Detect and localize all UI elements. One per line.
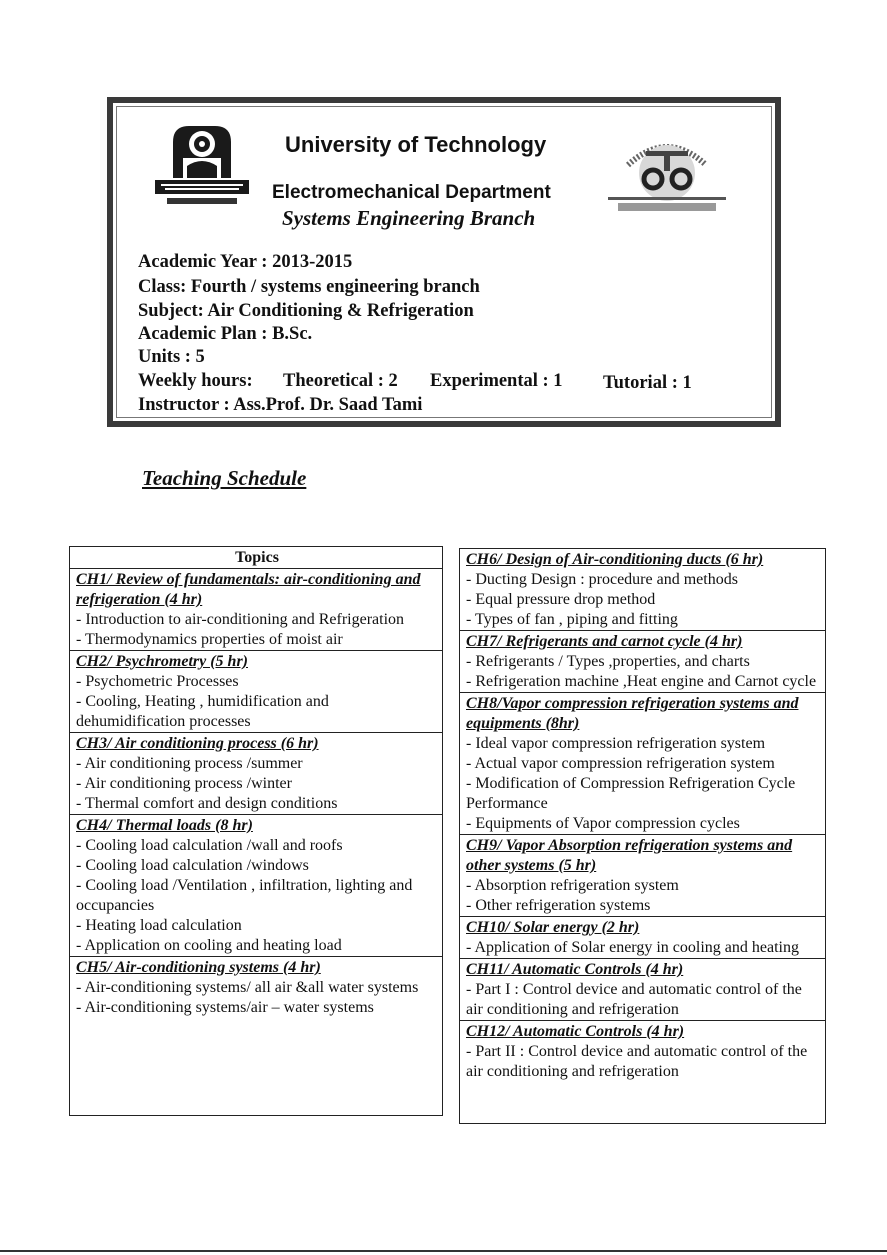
chapter-title: CH12/ Automatic Controls (4 hr) — [466, 1023, 685, 1040]
topic-item: - Equipments of Vapor compression cycles — [466, 815, 740, 832]
schedule-left-column — [69, 546, 443, 1116]
chapter-cell — [460, 549, 825, 630]
academic-year: Academic Year : 2013-2015 — [138, 252, 353, 272]
department-gear-logo-icon — [606, 135, 728, 215]
schedule-title: Teaching Schedule — [142, 466, 307, 490]
university-logo-icon — [153, 120, 251, 212]
chapter-title: CH6/ Design of Air-conditioning ducts (6 hr) — [466, 551, 764, 568]
chapter-title: CH7/ Refrigerants and carnot cycle (4 hr) — [466, 633, 743, 650]
chapter-cell — [460, 958, 825, 1020]
chapter-title: CH10/ Solar energy (2 hr) — [466, 919, 640, 936]
topic-item: - Thermal comfort and design conditions — [76, 795, 338, 812]
topic-item: - Application of Solar energy in cooling and heating — [466, 939, 799, 956]
chapter-title: CH1/ Review of fundamentals: air-conditioning and refrigeration (4 hr) — [76, 571, 421, 608]
topic-item: - Ideal vapor compression refrigeration system — [466, 735, 766, 752]
instructor-info: Instructor : Ass.Prof. Dr. Saad Tami — [138, 395, 423, 415]
topic-item: - Heating load calculation — [76, 917, 242, 934]
class-info: Class: Fourth / systems engineering branch — [138, 277, 480, 297]
topic-item: - Air-conditioning systems/air – water systems — [76, 999, 374, 1016]
chapter-cell — [70, 568, 442, 650]
chapter-title: CH3/ Air conditioning process (6 hr) — [76, 735, 319, 752]
experimental-hours: Experimental : 1 — [430, 371, 563, 391]
chapter-title: CH9/ Vapor Absorption refrigeration systems and other systems (5 hr) — [466, 837, 793, 874]
topic-item: - Ducting Design : procedure and methods — [466, 571, 738, 588]
topic-item: - Refrigerants / Types ,properties, and charts — [466, 653, 750, 670]
chapter-title: CH8/Vapor compression refrigeration systems and equipments (8hr) — [466, 695, 799, 732]
topic-item: - Other refrigeration systems — [466, 897, 651, 914]
academic-plan: Academic Plan : B.Sc. — [138, 324, 313, 344]
chapter-title: CH5/ Air-conditioning systems (4 hr) — [76, 959, 321, 976]
chapter-title: CH11/ Automatic Controls (4 hr) — [466, 961, 684, 978]
subject-info: Subject: Air Conditioning & Refrigeration — [138, 301, 474, 321]
topic-item: - Air conditioning process /summer — [76, 755, 303, 772]
theoretical-hours: Theoretical : 2 — [283, 371, 398, 391]
chapter-title: CH4/ Thermal loads (8 hr) — [76, 817, 253, 834]
topic-item: - Cooling load /Ventilation , infiltration, lighting and occupancies — [76, 877, 413, 914]
chapter-cell — [460, 692, 825, 834]
page-bottom-rule — [0, 1250, 887, 1252]
topic-item: - Cooling, Heating , humidification and dehumidification processes — [76, 693, 329, 730]
topics-header: Topics — [235, 549, 279, 566]
branch-name: Systems Engineering Branch — [282, 206, 536, 230]
topic-item: - Modification of Compression Refrigeration Cycle Performance — [466, 775, 796, 812]
topic-item: - Types of fan , piping and fitting — [466, 611, 678, 628]
topic-item: - Absorption refrigeration system — [466, 877, 679, 894]
chapter-cell — [70, 956, 442, 1018]
chapter-title: CH2/ Psychrometry (5 hr) — [76, 653, 248, 670]
topic-item: - Air-conditioning systems/ all air &all water systems — [76, 979, 419, 996]
topic-item: - Cooling load calculation /wall and roofs — [76, 837, 343, 854]
tutorial-hours: Tutorial : 1 — [603, 373, 692, 393]
topic-item: - Cooling load calculation /windows — [76, 857, 309, 874]
chapter-cell — [70, 732, 442, 814]
chapter-cell — [460, 630, 825, 692]
schedule-right-column — [459, 548, 826, 1124]
topic-item: - Thermodynamics properties of moist air — [76, 631, 343, 648]
chapter-cell — [460, 834, 825, 916]
weekly-hours-label: Weekly hours: — [138, 371, 253, 391]
university-name: University of Technology — [285, 132, 547, 157]
chapter-cell — [70, 650, 442, 732]
topic-item: - Equal pressure drop method — [466, 591, 656, 608]
topic-item: - Part I : Control device and automatic control of the air conditioning and refrigeration — [466, 981, 802, 1018]
topic-item: - Psychometric Processes — [76, 673, 239, 690]
topic-item: - Application on cooling and heating load — [76, 937, 342, 954]
units-info: Units : 5 — [138, 347, 205, 367]
chapter-cell — [460, 916, 825, 958]
department-name: Electromechanical Department — [272, 182, 551, 203]
topic-item: - Air conditioning process /winter — [76, 775, 292, 792]
chapter-cell — [70, 814, 442, 956]
chapter-cell — [460, 1020, 825, 1082]
topic-item: - Actual vapor compression refrigeration system — [466, 755, 775, 772]
topic-item: - Part II : Control device and automatic control of the air conditioning and refrigeration — [466, 1043, 808, 1080]
topic-item: - Refrigeration machine ,Heat engine and Carnot cycle — [466, 673, 817, 690]
topic-item: - Introduction to air-conditioning and Refrigeration — [76, 611, 405, 628]
